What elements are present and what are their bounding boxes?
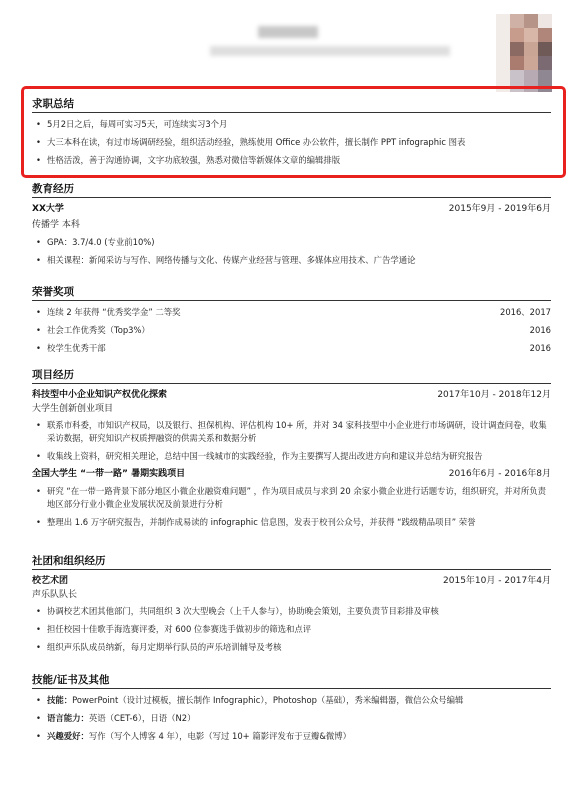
- education-section: [32, 181, 551, 272]
- project-role: 大学生创新创业项目: [32, 404, 114, 414]
- avatar: [496, 14, 552, 92]
- list-item: • 联系市科委，市知识产权局，以及银行、担保机构、评估机构 10+ 所，并对 34 家科技型中小企业进行市场调研，设计调查问卷，收集采访数据，研究知识产权质押融资的供需关系和数据分析: [32, 419, 551, 445]
- highlight-box: [21, 86, 566, 178]
- major: 传播学 本科: [32, 220, 80, 230]
- org-name: 校艺术团: [32, 576, 69, 586]
- list-item: • 性格活泼，善于沟通协调，文字功底较强，熟悉对微信等新媒体文章的编辑排版: [32, 154, 551, 167]
- section-title: 求职总结: [32, 96, 551, 113]
- honor-text: • 校学生优秀干部: [47, 343, 106, 353]
- projects-section: [32, 367, 551, 534]
- project-name: 全国大学生 “一带一路” 暑期实践项目: [32, 469, 186, 479]
- honor-date: 2016: [529, 325, 551, 335]
- org-role: 声乐队队长: [32, 590, 78, 600]
- skill-key: 技能：: [47, 695, 73, 705]
- skill-value: 英语（CET-6），日语（N2）: [88, 713, 196, 723]
- section-title: 教育经历: [32, 181, 551, 198]
- project-name: 科技型中小企业知识产权优化探索: [32, 390, 168, 400]
- list-item: • 收集线上资料，研究相关理论，总结中国一线城市的实践经验，作为主要撰写人提出改进方向和建议并总结为研究报告: [32, 450, 551, 463]
- list-item: • 相关课程：新闻采访与写作、网络传播与文化、传媒产业经营与管理、多媒体应用技术、广告学通论: [32, 254, 551, 267]
- list-item: • 协调校艺术团其他部门，共同组织 3 次大型晚会（上千人参与），协助晚会策划，主要负责节目彩排及审核: [32, 605, 551, 618]
- list-item: [32, 306, 551, 319]
- list-item: [32, 730, 551, 743]
- society-section: [32, 553, 551, 659]
- list-item: • 研究 “在一带一路背景下部分地区小微企业融资难问题” ，作为项目成员与求到 20 余家小微企业进行话题专访，组织研究，并对所负责地区部分行业小微企业发展状况及前景进行分析: [32, 485, 551, 511]
- date-range: 2015年9月 - 2019年6月: [448, 204, 551, 214]
- list-item: [32, 694, 551, 707]
- skills-section: [32, 672, 551, 748]
- honor-text: • 连续 2 年获得 “优秀奖学金” 二等奖: [47, 307, 181, 317]
- date-range: 2017年10月 - 2018年12月: [437, 390, 551, 400]
- skill-key: 语言能力：: [47, 713, 89, 723]
- honors-section: [32, 284, 551, 360]
- list-item: • 整理出 1.6 万字研究报告，并制作成易读的 infographic 信息图，发表于校刊公众号，并获得 “践级精品项目” 荣誉: [32, 516, 551, 529]
- list-item: [32, 712, 551, 725]
- list-item: [32, 342, 551, 355]
- section-title: 荣誉奖项: [32, 284, 551, 301]
- section-title: 社团和组织经历: [32, 553, 551, 570]
- honor-date: 2016: [529, 343, 551, 353]
- list-item: • GPA：3.7/4.0 (专业前10%): [32, 236, 551, 249]
- header-blurred: [210, 26, 460, 60]
- list-item: • 5月2日之后，每周可实习5天，可连续实习3个月: [32, 118, 551, 131]
- date-range: 2016年6月 - 2016年8月: [448, 469, 551, 479]
- skill-key: 兴趣爱好：: [47, 731, 89, 741]
- skill-value: 写作（写个人博客 4 年），电影（写过 10+ 篇影评发布于豆瓣&微博）: [88, 731, 351, 741]
- list-item: • 大三本科在读，有过市场调研经验，组织活动经验，熟练使用 Office 办公软件，擅长制作 PPT infographic 图表: [32, 136, 551, 149]
- name-blurred: [258, 26, 318, 38]
- list-item: • 担任校园十佳歌手海选赛评委，对 600 位参赛选手做初步的筛选和点评: [32, 623, 551, 636]
- list-item: • 组织声乐队成员纳新，每月定期举行队员的声乐培训辅导及考核: [32, 641, 551, 654]
- honor-date: 2016、2017: [499, 307, 551, 317]
- contact-blurred: [210, 46, 450, 56]
- skill-value: PowerPoint（设计过模板，擅长制作 Infographic），Photoshop（基础），秀米编辑器，微信公众号编辑: [72, 695, 464, 705]
- school-name: XX大学: [32, 204, 64, 214]
- honor-text: • 社会工作优秀奖（Top3%）: [47, 325, 150, 335]
- date-range: 2015年10月 - 2017年4月: [443, 576, 551, 586]
- list-item: [32, 324, 551, 337]
- section-title: 技能/证书及其他: [32, 672, 551, 689]
- section-title: 项目经历: [32, 367, 551, 384]
